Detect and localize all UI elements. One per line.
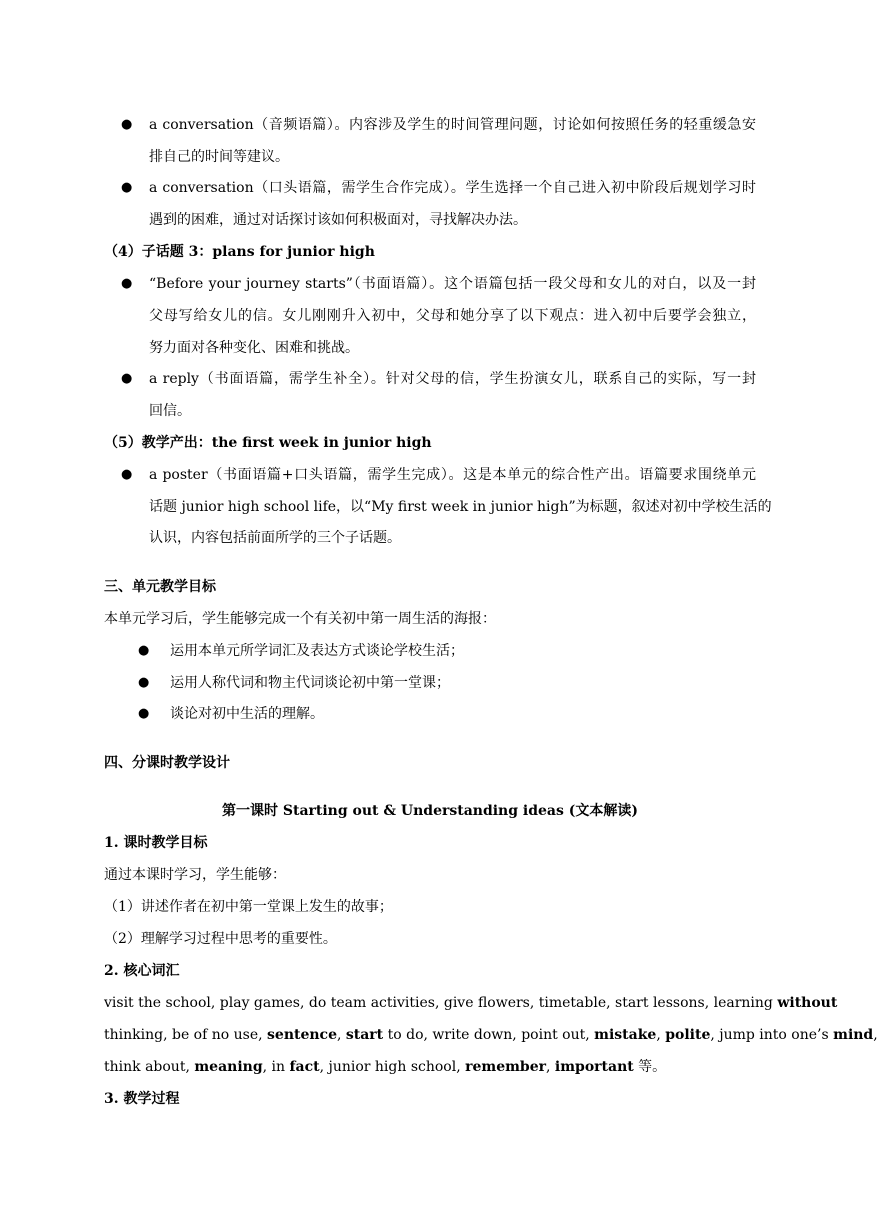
bullet-icon: ● xyxy=(121,180,133,195)
vocab-text: think about, xyxy=(104,1059,195,1075)
lesson-title: 第一课时 Starting out & Understanding ideas (文本解读) xyxy=(222,803,638,819)
paragraph-line: 努力面对各种变化、困难和挑战。 xyxy=(149,340,359,356)
vocab-keyword: meaning xyxy=(194,1059,263,1075)
bullet-icon: ● xyxy=(121,117,133,132)
vocab-text: , junior high school, xyxy=(319,1059,466,1075)
vocab-line xyxy=(104,1057,666,1077)
vocab-keyword: without xyxy=(777,995,838,1011)
objective-item: （1）讲述作者在初中第一堂课上发生的故事； xyxy=(104,899,393,915)
vocab-heading: 2. 核心词汇 xyxy=(104,963,180,979)
objective-item: （2）理解学习过程中思考的重要性。 xyxy=(104,931,337,947)
section-heading: 三、单元教学目标 xyxy=(104,579,216,595)
vocab-text: to do, write down, point out, xyxy=(383,1027,595,1043)
bullet-icon: ● xyxy=(138,675,150,690)
paragraph-line: a reply（书面语篇，需学生补全）。针对父母的信，学生扮演女儿，联系自己的实际，写一封 xyxy=(149,371,756,387)
paragraph-line: “Before your journey starts”（书面语篇）。这个语篇包括一段父母和女儿的对白，以及一封 xyxy=(149,276,756,292)
vocab-text: visit the school, play games, do team activities, give flowers, timetable, start lessons, learning xyxy=(104,995,778,1011)
bullet-icon: ● xyxy=(138,643,150,658)
goal-item: 运用本单元所学词汇及表达方式谈论学校生活； xyxy=(170,643,464,659)
vocab-text: , xyxy=(546,1059,555,1075)
vocab-keyword: start xyxy=(345,1027,384,1043)
bullet-icon: ● xyxy=(121,467,133,482)
vocab-line xyxy=(104,993,838,1013)
output-heading: （5）教学产出：the first week in junior high xyxy=(104,435,432,451)
vocab-text: , xyxy=(656,1027,666,1043)
vocab-text: 等。 xyxy=(633,1059,667,1075)
vocab-text: , jump into one’s xyxy=(710,1027,834,1043)
paragraph-line: a conversation（口头语篇，需学生合作完成）。学生选择一个自己进入初中阶段后规划学习时 xyxy=(149,180,756,196)
objectives-heading: 1. 课时教学目标 xyxy=(104,835,208,851)
subtopic-heading: （4）子话题 3：plans for junior high xyxy=(104,244,375,260)
vocab-keyword: polite xyxy=(665,1027,711,1043)
vocab-keyword: mistake xyxy=(594,1027,657,1043)
paragraph-line: 排自己的时间等建议。 xyxy=(149,149,289,165)
vocab-text: , in xyxy=(262,1059,290,1075)
process-heading: 3. 教学过程 xyxy=(104,1091,180,1107)
paragraph-line: 认识，内容包括前面所学的三个子话题。 xyxy=(149,530,401,546)
vocab-keyword: fact xyxy=(289,1059,320,1075)
bullet-icon: ● xyxy=(138,706,150,721)
bullet-icon: ● xyxy=(121,371,133,386)
vocab-keyword: remember xyxy=(465,1059,546,1075)
paragraph-line: 遇到的困难，通过对话探讨该如何积极面对，寻找解决办法。 xyxy=(149,212,527,228)
vocab-text: , xyxy=(873,1027,878,1043)
bullet-icon: ● xyxy=(121,276,133,291)
vocab-text: , xyxy=(336,1027,346,1043)
vocab-line xyxy=(104,1025,878,1045)
vocab-keyword: important xyxy=(554,1059,634,1075)
goal-item: 运用人称代词和物主代词谈论初中第一堂课； xyxy=(170,675,450,691)
section-heading: 四、分课时教学设计 xyxy=(104,755,230,771)
paragraph-line: 回信。 xyxy=(149,403,191,419)
paragraph-line: 父母写给女儿的信。女儿刚刚升入初中，父母和她分享了以下观点：进入初中后要学会独立， xyxy=(149,308,756,324)
goal-item: 谈论对初中生活的理解。 xyxy=(170,706,324,722)
vocab-keyword: mind xyxy=(833,1027,874,1043)
vocab-keyword: sentence xyxy=(267,1027,337,1043)
paragraph-line: 话题 junior high school life，以“My first week in junior high”为标题，叙述对初中学校生活的 xyxy=(149,499,772,515)
paragraph-line: a conversation（音频语篇）。内容涉及学生的时间管理问题，讨论如何按照任务的轻重缓急安 xyxy=(149,117,756,133)
vocab-text: thinking, be of no use, xyxy=(104,1027,268,1043)
objectives-intro: 通过本课时学习，学生能够： xyxy=(104,867,286,883)
paragraph-line: a poster（书面语篇+口头语篇，需学生完成）。这是本单元的综合性产出。语篇要求围绕单元 xyxy=(149,467,756,483)
section-intro: 本单元学习后，学生能够完成一个有关初中第一周生活的海报： xyxy=(104,611,496,627)
